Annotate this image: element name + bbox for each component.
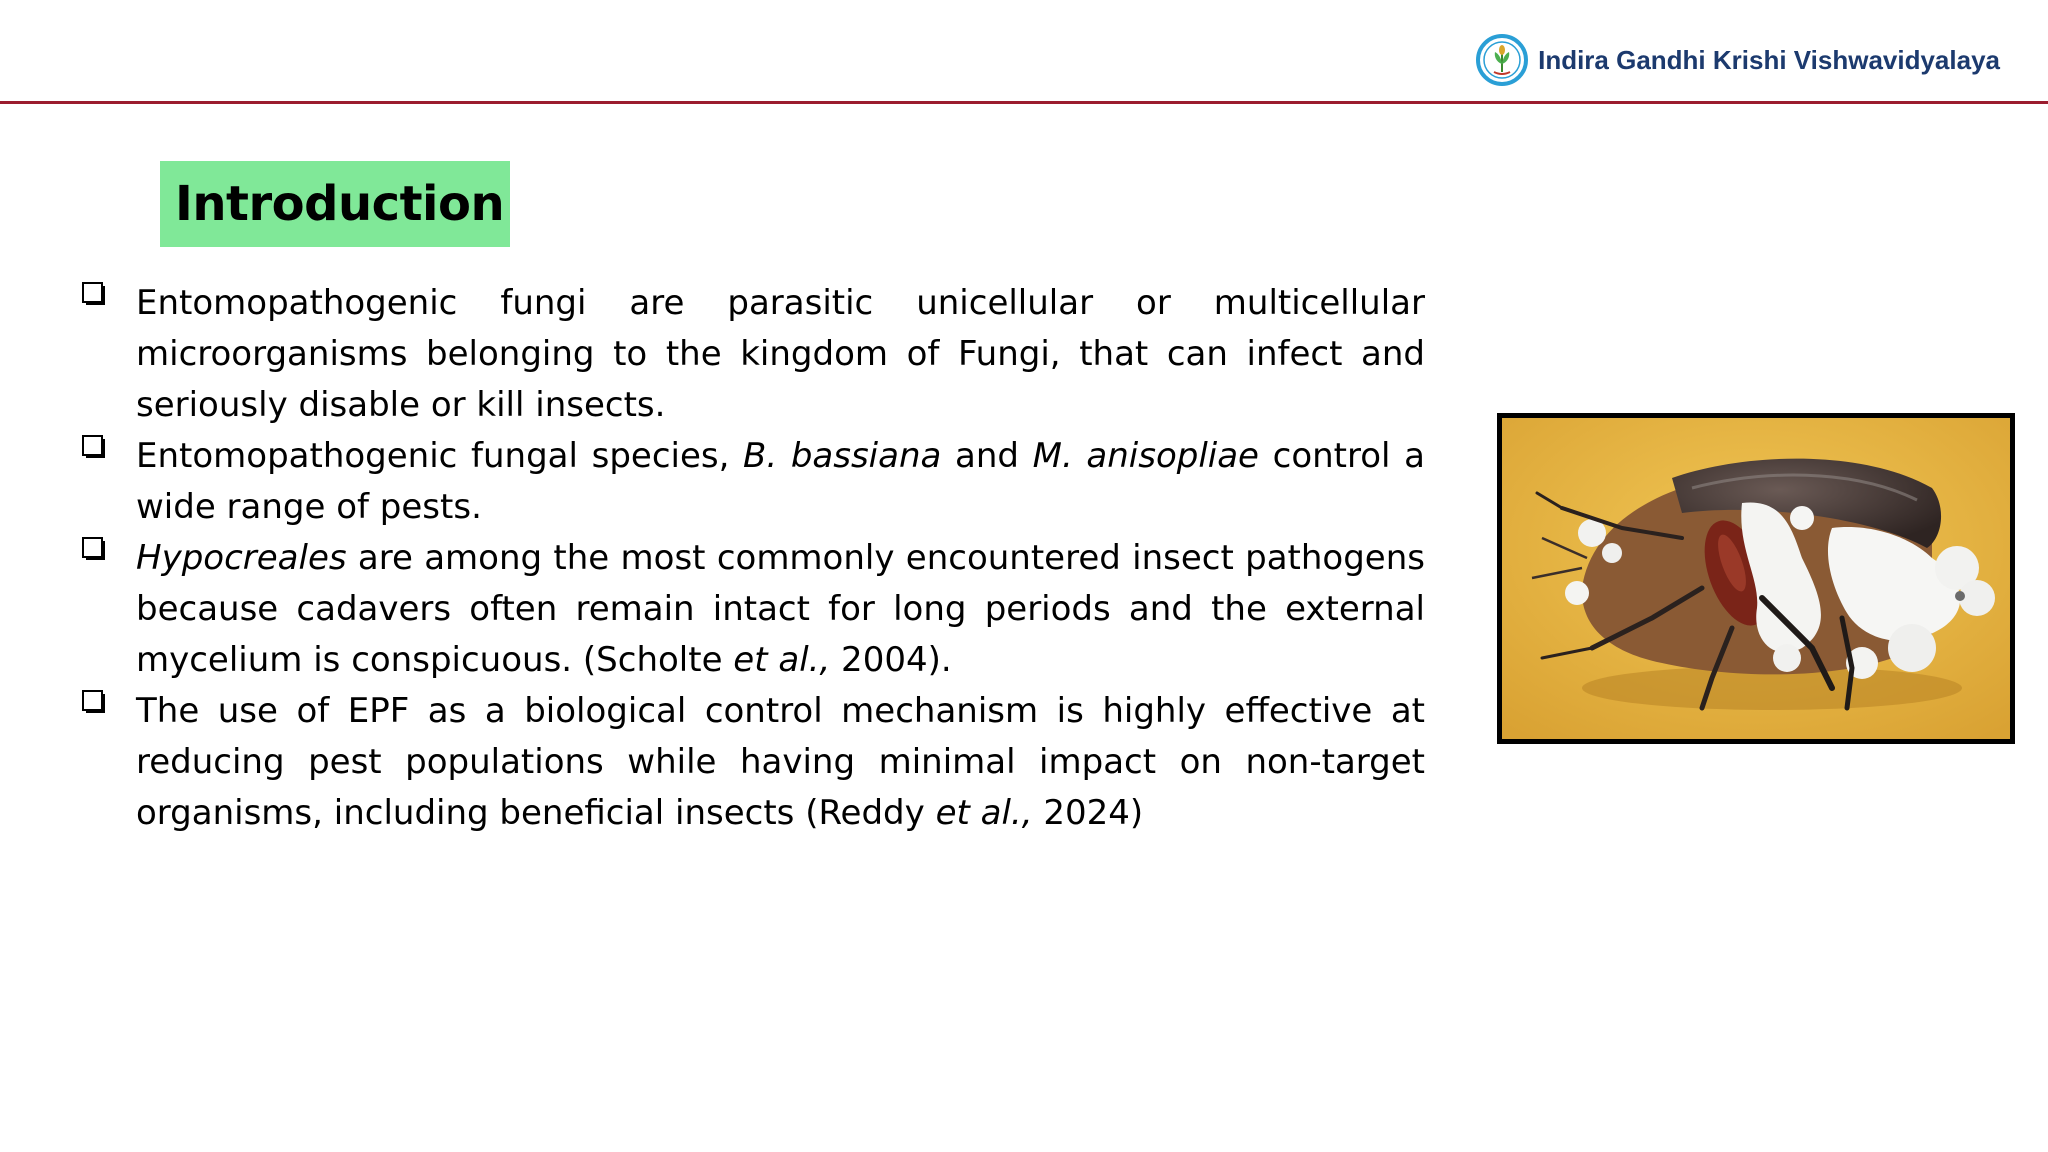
species-name: M. anisopliae	[1032, 436, 1259, 476]
order-name: Hypocreales	[136, 538, 347, 578]
species-name: B. bassiana	[743, 436, 942, 476]
bullet-item	[80, 686, 1425, 839]
bullet-text: control a wide range of pests.	[136, 436, 1425, 527]
bullet-item	[80, 278, 1425, 431]
bullet-text: 2024)	[1032, 793, 1144, 833]
fungus-infected-beetle-image	[1502, 418, 2010, 739]
institution-name: Indira Gandhi Krishi Vishwavidyalaya	[1538, 44, 2000, 75]
citation-etal: et al.,	[733, 640, 831, 680]
bullet-item	[80, 431, 1425, 533]
university-seal-icon	[1476, 34, 1528, 86]
checkbox-bullet-icon	[82, 435, 106, 459]
citation-etal: et al.,	[935, 793, 1033, 833]
bullet-text: and	[941, 436, 1033, 476]
header-brand	[1476, 34, 2000, 86]
bullet-list	[80, 278, 1425, 839]
bullet-text: are among the most commonly encountered insect pathogens because cadavers often remain intact for long periods and the external mycelium is conspicuous. (Scholte	[136, 538, 1425, 680]
beetle-photo	[1497, 413, 2015, 744]
header-divider	[0, 101, 2048, 104]
checkbox-bullet-icon	[82, 282, 106, 306]
bullet-text: 2004).	[830, 640, 952, 680]
checkbox-bullet-icon	[82, 690, 106, 714]
bullet-item	[80, 533, 1425, 686]
bullet-text: Entomopathogenic fungal species,	[136, 436, 744, 476]
slide-title: Introduction	[175, 176, 505, 232]
checkbox-bullet-icon	[82, 537, 106, 561]
bullet-text: Entomopathogenic fungi are parasitic unicellular or multicellular microorganisms belonging to the kingdom of Fungi, that can infect and seriously disable or kill insects.	[136, 283, 1425, 425]
bullet-text: The use of EPF as a biological control mechanism is highly effective at reducing pest populations while having minimal impact on non-target organisms, including beneficial insects (Reddy	[136, 691, 1425, 833]
title-highlight	[160, 161, 510, 247]
